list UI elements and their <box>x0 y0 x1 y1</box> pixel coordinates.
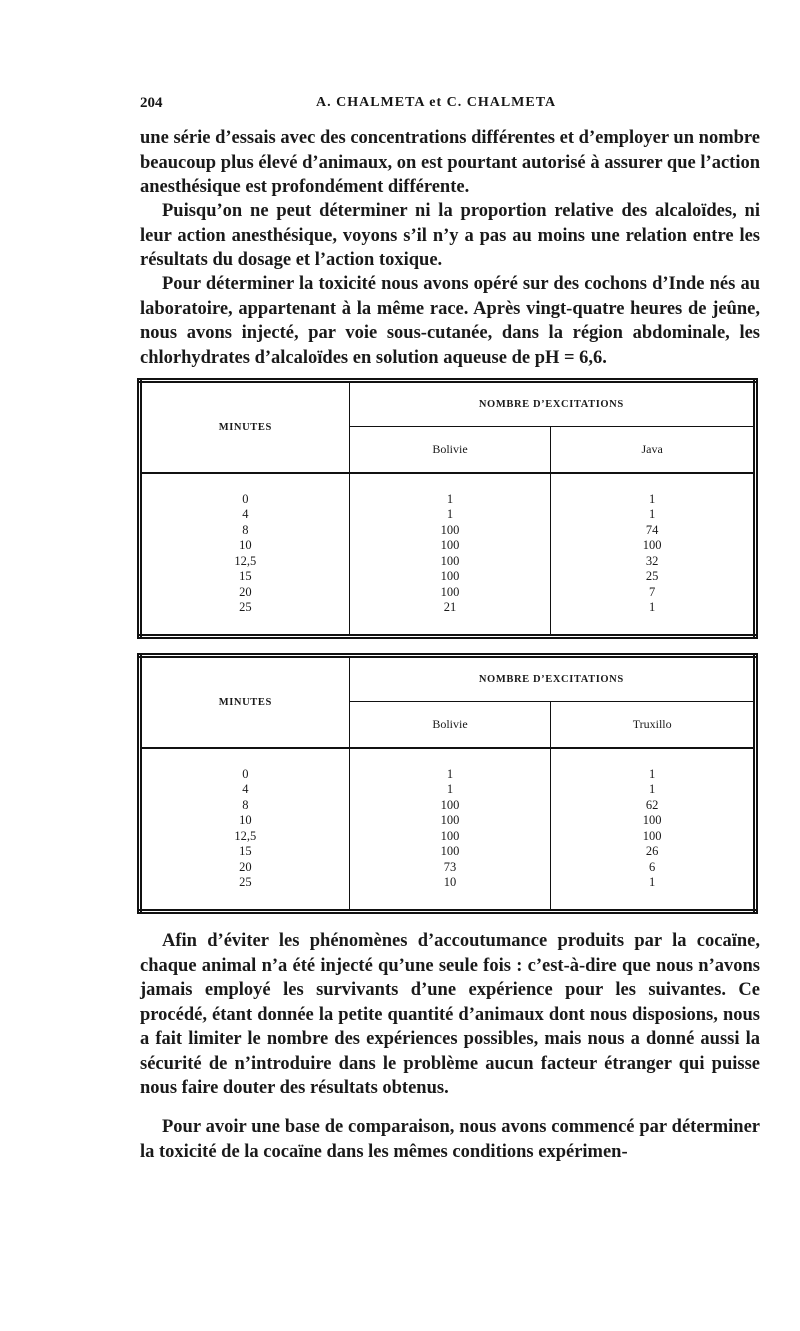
table-cell: 100 <box>440 797 460 812</box>
table-cell: 8 <box>242 522 249 537</box>
page-number: 204 <box>140 95 163 111</box>
paragraph-accoutumance: Afin d’éviter les phénomènes d’accoutumance produits par la cocaïne, chaque animal n’a été injecté qu’une seule fois : c’est-à-dire que nous n’avons jamais employé les survivants d’une expérience pour les suivantes. Ce procédé, étant donnée la petite quantité d’animaux dont nous disposions, nous a fait limiter le nombre des expériences possibles, mais nous a donné aussi la sécurité de n’introduire dans le problème aucun facteur étranger qui puisse nous faire douter des résultats obtenus. <box>140 931 760 1098</box>
table-cell: 10 <box>443 875 457 889</box>
paragraph-continuation: une série d’essais avec des concentrations différentes et d’employer un nombre beaucoup plus élevé d’animaux, on est pourtant autorisé à assurer que l’action anesthésique est profondément différente. <box>140 128 760 197</box>
table-cell: 0 <box>242 491 249 506</box>
table1-bolivie-column <box>349 473 551 637</box>
table-cell: 100 <box>642 828 662 843</box>
table-cell: 1 <box>446 766 454 781</box>
table1-col-java-header: Java <box>551 427 756 473</box>
table-cell: 4 <box>242 782 249 796</box>
table-cell: 0 <box>242 766 249 781</box>
running-head: A. CHALMETA et C. CHALMETA <box>316 95 557 110</box>
table-cell: 25 <box>645 569 659 583</box>
table-cell: 10 <box>239 538 252 552</box>
table1-group-header: NOMBRE D’EXCITATIONS <box>349 381 755 427</box>
table1-minutes-column <box>140 473 350 637</box>
table-cell: 1 <box>446 782 454 796</box>
table-cell: 1 <box>649 766 656 781</box>
table1-col-bolivie-header: Bolivie <box>349 427 551 473</box>
table-cell: 32 <box>645 553 659 568</box>
table2-body-row <box>140 748 756 912</box>
table1-java-column <box>551 473 756 637</box>
table2-bolivie-column <box>349 748 551 912</box>
table-cell: 12,5 <box>234 553 257 568</box>
table-cell: 4 <box>242 507 249 521</box>
table-cell: 1 <box>649 491 656 506</box>
table2-minutes-header: MINUTES <box>140 656 350 748</box>
table-cell: 26 <box>645 844 659 858</box>
page-header <box>140 95 740 117</box>
table-cell: 100 <box>440 813 460 827</box>
table-cell: 1 <box>649 507 656 521</box>
table-cell: 21 <box>443 600 457 614</box>
table-cell: 73 <box>443 859 457 874</box>
table-cell: 100 <box>642 538 662 552</box>
table-cell: 1 <box>649 875 656 889</box>
table-cell: 20 <box>239 584 252 599</box>
table-cell: 10 <box>239 813 252 827</box>
table-cell: 1 <box>649 782 656 796</box>
paragraph-toxicity-method: Pour déterminer la toxicité nous avons opéré sur des cochons d’Inde nés au laboratoire, appartenant à la même race. Après vingt-quatre heures de jeûne, nous avons injecté, par voie sous-cutanée, dans la région abdominale, les chlorhydrates d’alcaloïdes en solution aqueuse de pH = 6,6. <box>140 274 760 368</box>
table-cell: 74 <box>645 522 659 537</box>
table-cell: 12,5 <box>234 828 257 843</box>
table-cell: 7 <box>649 584 656 599</box>
table-cell: 100 <box>440 538 460 552</box>
table-cell: 100 <box>642 813 662 827</box>
table1-minutes-header: MINUTES <box>140 381 350 473</box>
table-cell: 20 <box>239 859 252 874</box>
table2-group-header: NOMBRE D’EXCITATIONS <box>349 656 755 702</box>
table-cell: 1 <box>446 491 454 506</box>
table-cell: 100 <box>440 553 460 568</box>
paragraph-alkaloids: Puisqu’on ne peut déterminer ni la proportion relative des alcaloïdes, ni leur action anesthésique, voyons s’il n’y a pas au moins une relation entre les résultats du dosage et l’action toxique. <box>140 201 760 270</box>
table-cell: 15 <box>239 569 252 583</box>
table-cell: 100 <box>440 584 460 599</box>
table1-body-row <box>140 473 756 637</box>
table-cell: 62 <box>645 797 659 812</box>
table-cell: 25 <box>239 600 252 614</box>
table-bolivie-truxillo <box>137 653 758 914</box>
table-cell: 1 <box>649 600 656 614</box>
table-cell: 8 <box>242 797 249 812</box>
table-cell: 6 <box>649 859 656 874</box>
table-cell: 100 <box>440 844 460 858</box>
table2-truxillo-column <box>551 748 756 912</box>
table2-col-truxillo-header: Truxillo <box>551 702 756 748</box>
table-cell: 15 <box>239 844 252 858</box>
table-cell: 100 <box>440 522 460 537</box>
table-cell: 1 <box>446 507 454 521</box>
table-bolivie-java <box>137 378 758 639</box>
table2-col-bolivie-header: Bolivie <box>349 702 551 748</box>
paragraph-comparaison: Pour avoir une base de comparaison, nous avons commencé par déterminer la toxicité de la cocaïne dans les mêmes conditions expérimen- <box>140 1117 760 1162</box>
table-cell: 25 <box>239 875 252 889</box>
table-cell: 100 <box>440 569 460 583</box>
table-cell: 100 <box>440 828 460 843</box>
table2-minutes-column <box>140 748 350 912</box>
